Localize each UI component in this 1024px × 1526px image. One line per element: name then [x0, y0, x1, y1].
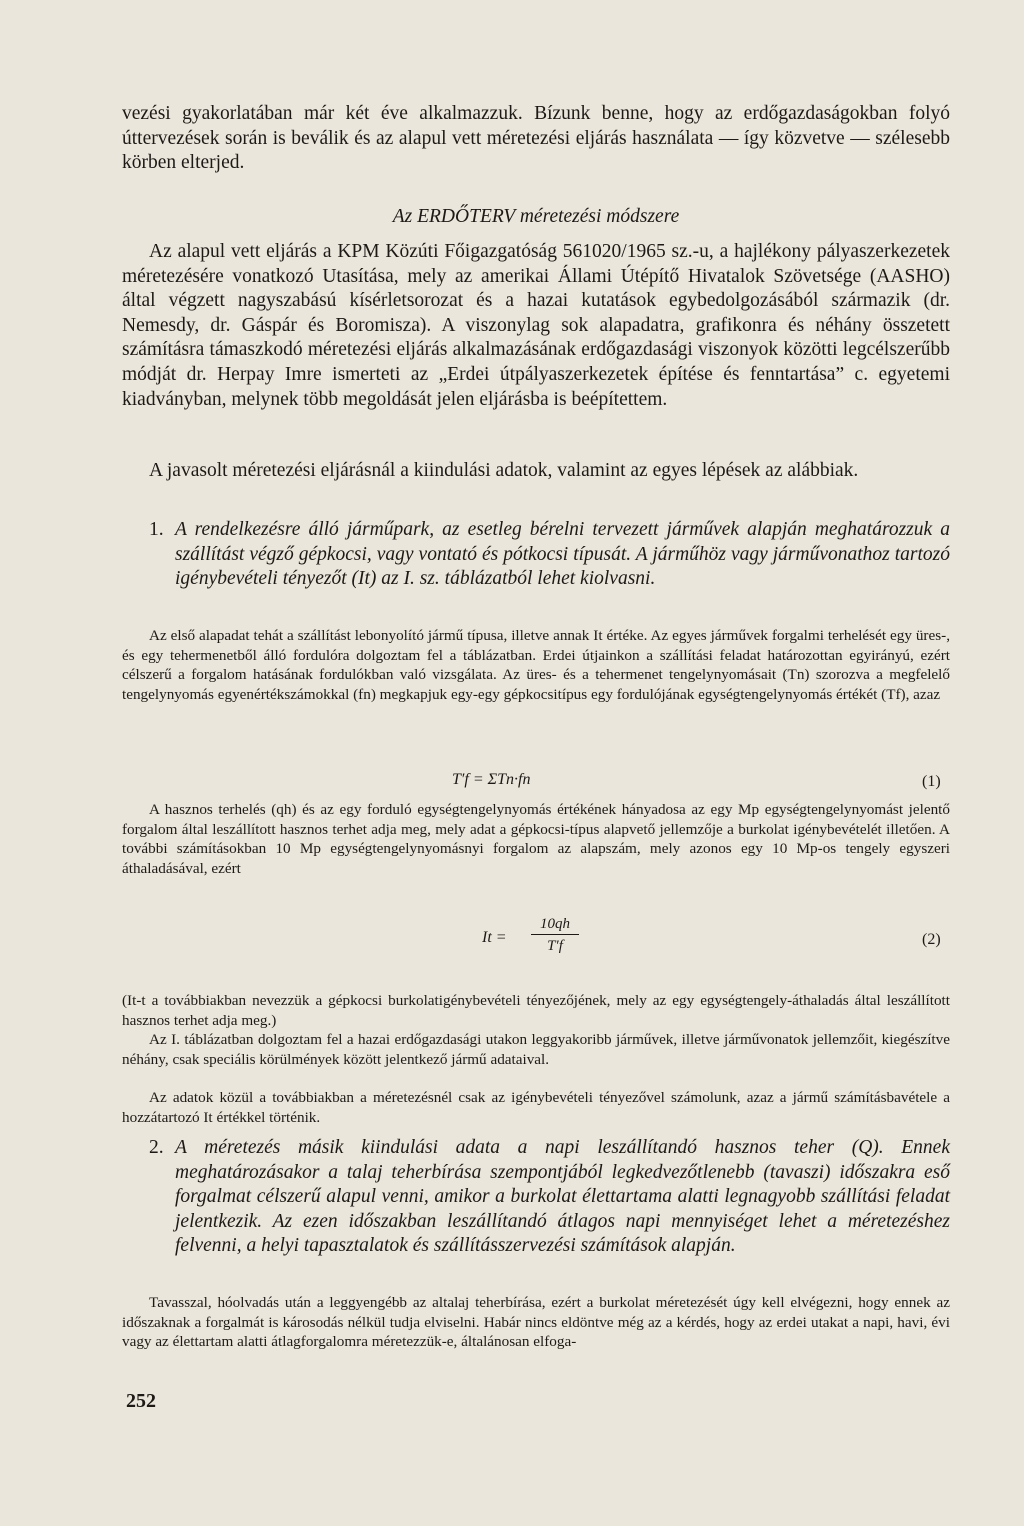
equation-2-number: (2) [922, 931, 941, 948]
paragraph-table-intro: Az I. táblázatban dolgoztam fel a hazai erdőgazdasági utakon leggyakoribb járművek, illetve járművonatok jellemzőit, kiegészítve néhány, csak speciális körülmények között jelentkező jármű adataival. [122, 1031, 950, 1068]
item-number: 1. [149, 519, 164, 540]
equation-2-numerator: 10qh [540, 916, 570, 932]
page-number: 252 [126, 1390, 156, 1412]
paragraph-vehicle-type: Az első alapadat tehát a szállítást lebonyolító jármű típusa, illetve annak It értéke. Az egyes járművek forgalmi terhelését egy üres-, és egy tehermenetből álló fordulóra dolgoztam fel a táblázatban. Erdei útjainkon a szállítási feladat határozottan egyirányú, ezért célszerű a forgalom hatásának fordulókban való vizsgálata. Az üres- és a tehermenet tengelynyomásait (Tn) szorozva a megfelelő tengelynyomás egyenértékszámokkal (fn) megkapjuk egy-egy gépkocsitípus egy fordulójának egységtengelynyomás értékét (Tf), azaz [122, 627, 950, 703]
equation-1: T′f = ΣTn·fn [452, 771, 531, 788]
item-number: 2. [149, 1137, 164, 1158]
equation-2-fraction [520, 915, 590, 956]
numbered-item-2 [122, 1136, 950, 1259]
paragraph-data-usage: Az adatok közül a továbbiakban a méretezésnél csak az igénybevételi tényezővel számolunk, azaz a jármű számításbavétele a hozzátartozó It értékkel történik. [122, 1089, 950, 1126]
fraction-bar [531, 934, 579, 935]
item-text: A rendelkezésre álló járműpark, az esetleg bérelni tervezett járművek alapján meghatározzuk a szállítást végző gépkocsi, vagy vontató és pótkocsi típusát. A járműhöz vagy járművonathoz tartozó igénybevételi tényezőt (It) az I. sz. táblázatból lehet kiolvasni. [175, 519, 950, 590]
equation-1-number: (1) [922, 773, 941, 790]
section-title: Az ERDŐTERV méretezési módszere [392, 206, 680, 227]
paragraph-method: Az alapul vett eljárás a KPM Közúti Főigazgatóság 561020/1965 sz.-u, a hajlékony pályaszerkezetek méretezésére vonatkozó Utasítása, mely az amerikai Állami Útépítő Hivatalok Szövetsége (AASHO) által végzett nagyszabású kísérletsorozat és a hazai kutatások egybedolgozásából származik (dr. Nemesdy, dr. Gáspár és Boromisza). A viszonylag sok alapadatra, grafikonra és néhány összetett számításra támaszkodó méretezési eljárás alkalmazásának erdőgazdasági viszonyok közötti legcélszerűbb módját dr. Herpay Imre ismerteti az „Erdei útpályaszerkezetek építése és fenntartása” c. egyetemi kiadványban, melynek több megoldását jelen eljárásba is beépítettem. [122, 241, 950, 410]
paragraph-steps-intro: A javasolt méretezési eljárásnál a kiindulási adatok, valamint az egyes lépések az alábbiak. [149, 460, 859, 481]
paragraph-useful-load: A hasznos terhelés (qh) és az egy forduló egységtengelynyomás értékének hányadosa az egy Mp egységtengelynyomást jelentő forgalom által leszállított hasznos terhet adja meg, mely adat a gépkocsi-típus alapvető jellemzője a burkolat igénybevételét illetően. A további számításokban 10 Mp egységtengelynyomásnyi forgalom az alapszám, mely azonos egy 10 Mp-os tengely egyszeri áthaladásával, ezért [122, 801, 950, 877]
equation-2-denominator: T′f [547, 938, 563, 954]
paragraph-spring: Tavasszal, hóolvadás után a leggyengébb az altalaj teherbírása, ezért a burkolat méretezését úgy kell elvégezni, hogy ennek az időszaknak a forgalmát is károsodás nélkül tudja elviselni. Habár nincs eldöntve még az a kérdés, hogy az erdei utakat a napi, havi, évi vagy az élettartam alatti átlagforgalomra méretezzük-e, általánosan elfoga- [122, 1294, 950, 1350]
numbered-item-1 [122, 518, 950, 592]
intro-paragraph: vezési gyakorlatában már két éve alkalmazzuk. Bízunk benne, hogy az erdőgazdaságokban folyó úttervezések során is beválik és az alapul vett méretezési eljárás használata — így közvetve — szélesebb körben elterjed. [122, 103, 950, 174]
equation-2-lhs: It = [482, 929, 507, 946]
item-text: A méretezés másik kiindulási adata a napi leszállítandó hasznos teher (Q). Ennek meghatározásakor a talaj teherbírása szempontjából legkedvezőtlenebb (tavaszi) időszakra eső forgalmat célszerű alapul venni, amikor a burkolat élettartama alatti legnagyobb szállítási feladat jelentkezik. Az ezen időszakban leszállítandó átlagos napi mennyiséget lehet a méretezéshez felvenni, a helyi tapasztalatok és szállításszervezési számítások alapján. [175, 1137, 950, 1257]
paragraph-it-definition: (It-t a továbbiakban nevezzük a gépkocsi burkolatigénybevételi tényezőjének, mely az egy egységtengely-áthaladás által leszállított hasznos terhet adja meg.) [122, 992, 950, 1029]
